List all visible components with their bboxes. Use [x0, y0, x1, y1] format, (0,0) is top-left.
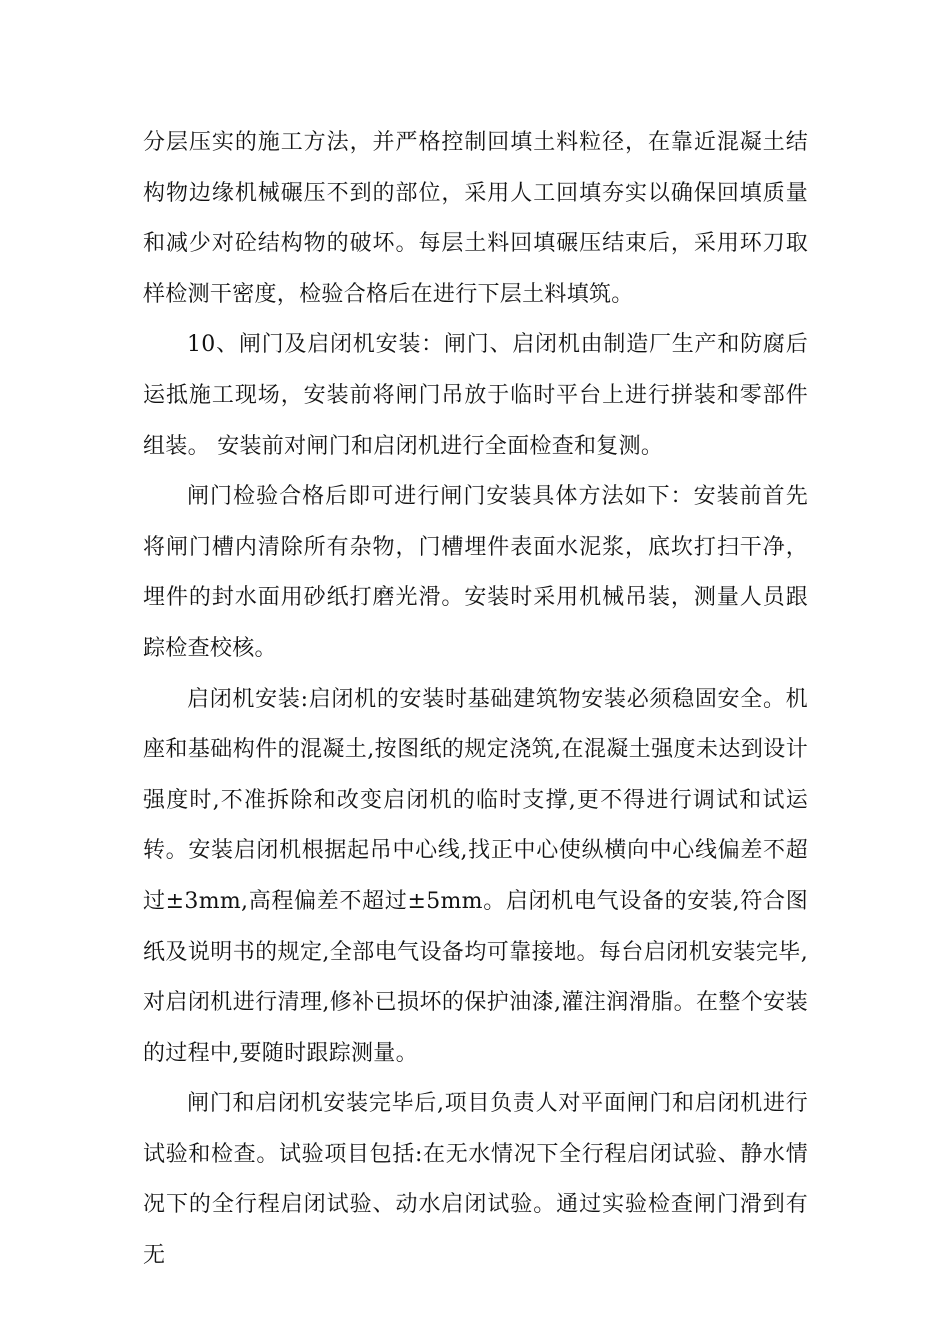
document-body [143, 118, 808, 1282]
paragraph-backfill-continued: 分层压实的施工方法，并严格控制回填土料粒径，在靠近混凝土结构物边缘机械碾压不到的部位，采用人工回填夯实以确保回填质量和减少对砼结构物的破坏。每层土料回填碾压结束后，采用环刀取样检测干密度，检验合格后在进行下层土料填筑。 [143, 130, 808, 307]
paragraph-hoist-installation: 启闭机安装:启闭机的安装时基础建筑物安装必须稳固安全。机座和基础构件的混凝土,按图纸的规定浇筑,在混凝土强度未达到设计强度时,不准拆除和改变启闭机的临时支撑,更不得进行调试和试运转。安装启闭机根据起吊中心线,找正中心使纵横向中心线偏差不超过±3mm,高程偏差不超过±5mm。启闭机电气设备的安装,符合图纸及说明书的规定,全部电气设备均可靠接地。每台启闭机安装完毕,对启闭机进行清理,修补已损坏的保护油漆,灌注润滑脂。在整个安装的过程中,要随时跟踪测量。 [143, 686, 808, 1066]
paragraph-gate-installation-method: 闸门检验合格后即可进行闸门安装具体方法如下：安装前首先将闸门槽内清除所有杂物，门槽埋件表面水泥浆，底坎打扫干净，埋件的封水面用砂纸打磨光滑。安装时采用机械吊装，测量人员跟踪检查校核。 [143, 484, 808, 661]
paragraph-testing-inspection: 闸门和启闭机安装完毕后,项目负责人对平面闸门和启闭机进行试验和检查。试验项目包括:在无水情况下全行程启闭试验、静水情况下的全行程启闭试验、动水启闭试验。通过实验检查闸门滑到有无 [143, 1091, 808, 1269]
paragraph-gate-hoist-installation: 10、闸门及启闭机安装：闸门、启闭机由制造厂生产和防腐后运抵施工现场，安装前将闸门吊放于临时平台上进行拼装和零部件组装。 安装前对闸门和启闭机进行全面检查和复测。 [143, 332, 808, 459]
